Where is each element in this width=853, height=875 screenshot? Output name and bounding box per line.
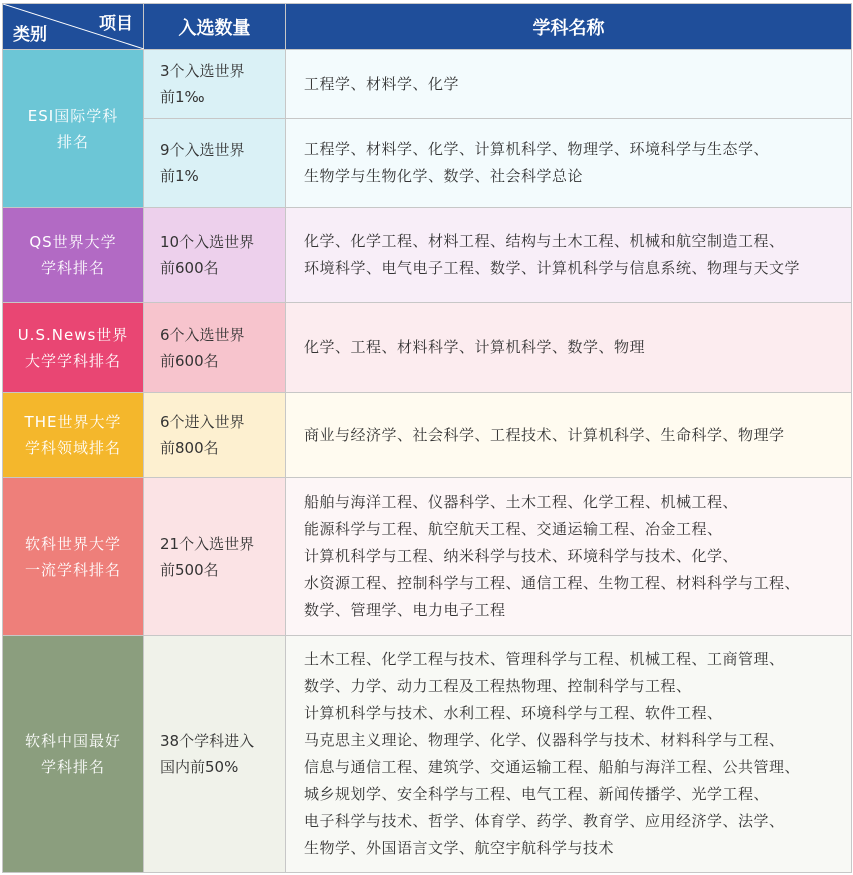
category-label: THE世界大学 学科领域排名	[24, 413, 122, 457]
count-cell	[144, 208, 286, 303]
category-label: U.S.News世界 大学学科排名	[17, 325, 129, 370]
table-row	[3, 636, 852, 873]
count-label: 21个入选世界 前500名	[160, 534, 255, 579]
subjects-cell	[286, 50, 852, 119]
subjects-cell	[286, 303, 852, 393]
count-cell	[144, 393, 286, 478]
subjects-cell	[286, 636, 852, 873]
table-row	[3, 50, 852, 119]
category-cell	[3, 303, 144, 393]
table-row	[3, 393, 852, 478]
subjects-text: 工程学、材料学、化学、计算机科学、物理学、环境科学与生态学、 生物学与生物化学、数学、社会科学总论	[304, 140, 770, 185]
subjects-text: 化学、化学工程、材料工程、结构与土木工程、机械和航空制造工程、 环境科学、电气电子工程、数学、计算机科学与信息系统、物理与天文学	[304, 232, 801, 277]
count-cell	[144, 303, 286, 393]
header-subjects: 学科名称	[286, 4, 852, 50]
subjects-cell	[286, 478, 852, 636]
count-label: 6个入选世界 前600名	[160, 325, 245, 370]
header-count: 入选数量	[144, 4, 286, 50]
subjects-text: 工程学、材料学、化学	[304, 74, 460, 93]
ranking-table	[2, 3, 852, 873]
count-label: 10个入选世界 前600名	[160, 233, 255, 277]
category-cell	[3, 636, 144, 873]
table-row	[3, 208, 852, 303]
category-label: QS世界大学 学科排名	[29, 233, 117, 277]
header-item-label: 项目	[99, 14, 133, 34]
count-label: 3个入选世界 前1‰	[160, 62, 245, 106]
header-category-label: 类别	[13, 25, 47, 45]
subjects-cell	[286, 393, 852, 478]
count-cell	[144, 50, 286, 119]
subjects-text: 土木工程、化学工程与技术、管理科学与工程、机械工程、工商管理、 数学、力学、动力工程及工程热物理、控制科学与工程、 计算机科学与技术、水利工程、环境科学与工程、软件工程、 马克思主义理论、物理学、化学、仪器科学与技术、材料科学与工程、 信息与通信工程、建筑学、交通运输工程、船舶与海洋工程、公共管理、 城乡规划学、安全科学与工程、电气工程、新闻传播学、光学工程、 电子科学与技术、哲学、体育学、药学、教育学、应用经济学、法学、 生物学、外国语言文学、航空宇航科学与技术	[304, 650, 801, 857]
count-cell	[144, 119, 286, 208]
category-cell	[3, 393, 144, 478]
category-cell	[3, 478, 144, 636]
subjects-text: 商业与经济学、社会科学、工程技术、计算机科学、生命科学、物理学	[304, 425, 785, 444]
count-cell	[144, 636, 286, 873]
count-label: 38个学科进入 国内前50%	[160, 732, 255, 776]
subjects-cell	[286, 119, 852, 208]
header-row	[3, 4, 852, 50]
category-cell	[3, 208, 144, 303]
count-label: 9个入选世界 前1%	[160, 141, 245, 185]
subjects-text: 船舶与海洋工程、仪器科学、土木工程、化学工程、机械工程、 能源科学与工程、航空航天工程、交通运输工程、冶金工程、 计算机科学与工程、纳米科学与技术、环境科学与技术、化学、 水资源工程、控制科学与工程、通信工程、生物工程、材料科学与工程、 数学、管理学、电力电子工程	[304, 493, 801, 619]
category-label: 软科世界大学 一流学科排名	[24, 534, 121, 579]
subjects-text: 化学、工程、材料科学、计算机科学、数学、物理	[304, 338, 646, 356]
subjects-cell	[286, 208, 852, 303]
category-label: ESI国际学科 排名	[27, 106, 119, 151]
count-label: 6个进入世界 前800名	[160, 413, 245, 457]
count-cell	[144, 478, 286, 636]
header-corner	[3, 4, 144, 50]
category-label: 软科中国最好 学科排名	[24, 732, 121, 776]
category-cell	[3, 50, 144, 208]
table-row	[3, 478, 852, 636]
table-row	[3, 303, 852, 393]
